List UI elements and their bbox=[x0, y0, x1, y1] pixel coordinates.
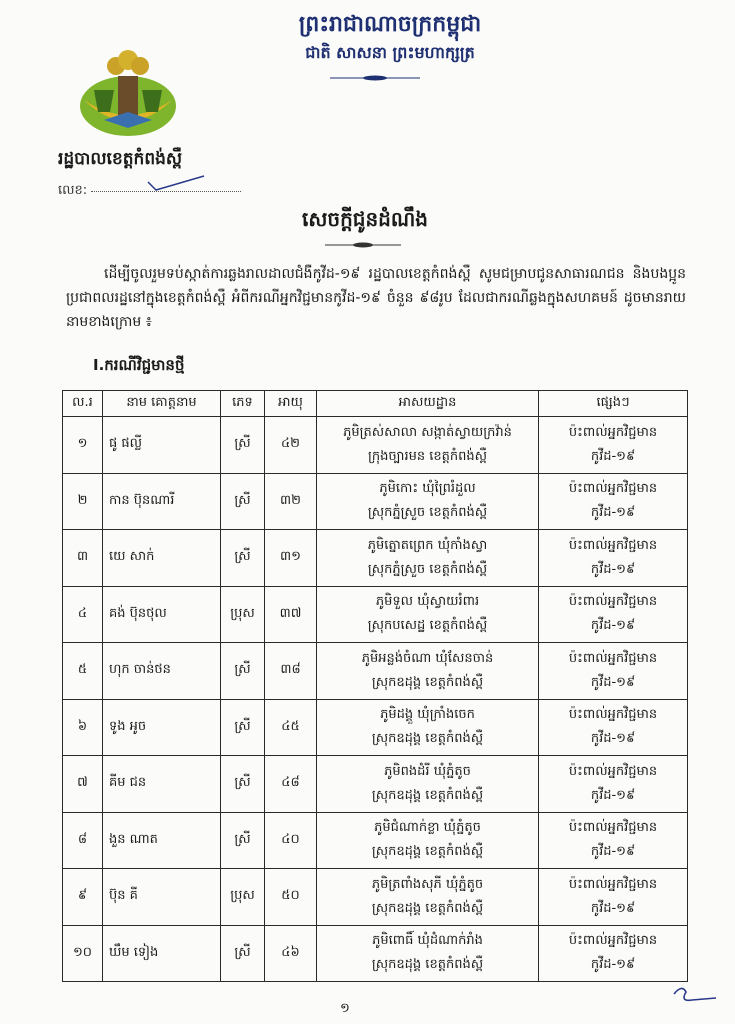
column-header-other: ផ្សេងៗ bbox=[539, 391, 688, 417]
person-address bbox=[317, 530, 539, 587]
note-disease-line: កូវីដ-១៩ bbox=[590, 787, 636, 803]
person-age: ៣៨ bbox=[265, 643, 317, 700]
initial-mark-icon bbox=[670, 982, 720, 1004]
person-note bbox=[539, 643, 688, 700]
row-number: ៥ bbox=[63, 643, 103, 700]
page-number: ១ bbox=[340, 1001, 350, 1016]
person-name: ប៊ុន គី bbox=[103, 869, 221, 926]
note-disease-line: កូវីដ-១៩ bbox=[590, 505, 636, 521]
person-note bbox=[539, 812, 688, 869]
person-name: ផូ ផល្លី bbox=[103, 417, 221, 474]
row-number: ៦ bbox=[63, 699, 103, 756]
person-name: ឃឹម ទៀង bbox=[103, 925, 221, 982]
person-name: ហុក ចាន់ថន bbox=[103, 643, 221, 700]
reference-label: លេខ: bbox=[58, 183, 88, 198]
address-district-line: ស្រុកឧដុង្គ ខេត្តកំពង់ស្ពឺ bbox=[371, 957, 484, 973]
table-row bbox=[63, 473, 688, 530]
title-ornament-icon bbox=[325, 241, 401, 249]
national-motto: ជាតិ សាសនា ព្រះមហាក្សត្រ bbox=[305, 43, 475, 62]
person-note bbox=[539, 925, 688, 982]
note-contact-line: ប៉ះពាល់អ្នកវិជ្ជមាន bbox=[568, 650, 658, 666]
person-address bbox=[317, 586, 539, 643]
column-header-name: នាម គោត្តនាម bbox=[103, 391, 221, 417]
person-name: គង់ ប៊ុនថុល bbox=[103, 586, 221, 643]
row-number: ១០ bbox=[63, 925, 103, 982]
note-disease-line: កូវីដ-១៩ bbox=[590, 731, 636, 747]
address-district-line: ស្រុកឧដុង្គ ខេត្តកំពង់ស្ពឺ bbox=[371, 844, 484, 860]
person-age: ៤២ bbox=[265, 417, 317, 474]
section-title: I.ករណីវិជ្ជមានថ្មី bbox=[93, 356, 185, 374]
person-sex: ស្រី bbox=[221, 643, 265, 700]
table-row bbox=[63, 699, 688, 756]
row-number: ២ bbox=[63, 473, 103, 530]
person-age: ៤៦ bbox=[265, 925, 317, 982]
document-title: សេចក្តីជូនដំណឹង bbox=[302, 207, 428, 231]
person-age: ៥០ bbox=[265, 869, 317, 926]
column-header-number: ល.រ bbox=[63, 391, 103, 417]
note-contact-line: ប៉ះពាល់អ្នកវិជ្ជមាន bbox=[568, 537, 658, 553]
note-contact-line: ប៉ះពាល់អ្នកវិជ្ជមាន bbox=[568, 933, 658, 949]
note-contact-line: ប៉ះពាល់អ្នកវិជ្ជមាន bbox=[568, 876, 658, 892]
person-sex: ស្រី bbox=[221, 925, 265, 982]
note-disease-line: កូវីដ-១៩ bbox=[590, 448, 636, 464]
cases-table bbox=[62, 390, 688, 982]
person-sex: ស្រី bbox=[221, 812, 265, 869]
address-district-line: ស្រុកឧដុង្គ ខេត្តកំពង់ស្ពឺ bbox=[371, 787, 484, 803]
person-sex: ប្រុស bbox=[221, 586, 265, 643]
note-disease-line: កូវីដ-១៩ bbox=[590, 674, 636, 690]
person-address bbox=[317, 643, 539, 700]
table-row bbox=[63, 643, 688, 700]
note-disease-line: កូវីដ-១៩ bbox=[590, 618, 636, 634]
person-age: ៣១ bbox=[265, 530, 317, 587]
person-address bbox=[317, 925, 539, 982]
person-name: ងួន ណាត bbox=[103, 812, 221, 869]
person-age: ៤៥ bbox=[265, 699, 317, 756]
note-disease-line: កូវីដ-១៩ bbox=[590, 844, 636, 860]
person-age: ៣៧ bbox=[265, 586, 317, 643]
person-note bbox=[539, 756, 688, 813]
reference-number bbox=[58, 182, 241, 201]
person-sex: ស្រី bbox=[221, 530, 265, 587]
address-village-line: ភូមិពោធិ៍ ឃុំដំណាក់រាំង bbox=[372, 933, 483, 949]
address-district-line: ស្រុកភ្នំស្រួច ខេត្តកំពង់ស្ពឺ bbox=[367, 505, 488, 521]
person-address bbox=[317, 699, 539, 756]
address-village-line: ភូមិត្រស់សាលា សង្កាត់ស្វាយក្រវ៉ាន់ bbox=[343, 424, 512, 440]
person-age: ៤០ bbox=[265, 812, 317, 869]
provincial-emblem-icon bbox=[74, 50, 182, 142]
column-header-sex: ភេទ bbox=[221, 391, 265, 417]
person-sex: ស្រី bbox=[221, 473, 265, 530]
row-number: ៣ bbox=[63, 530, 103, 587]
note-contact-line: ប៉ះពាល់អ្នកវិជ្ជមាន bbox=[568, 481, 658, 497]
person-age: ៣២ bbox=[265, 473, 317, 530]
row-number: ៧ bbox=[63, 756, 103, 813]
address-village-line: ភូមិជំណាក់ខ្លា ឃុំភ្នំតូច bbox=[374, 820, 481, 836]
row-number: ៤ bbox=[63, 586, 103, 643]
address-village-line: ភូមិត្រពាំងសុភី ឃុំភ្នំតូច bbox=[371, 876, 484, 892]
person-name: យេ សាក់ bbox=[103, 530, 221, 587]
person-address bbox=[317, 812, 539, 869]
person-sex: ស្រី bbox=[221, 417, 265, 474]
ornament-divider-icon bbox=[330, 74, 420, 82]
row-number: ១ bbox=[63, 417, 103, 474]
person-name: កាន ប៊ុនណារី bbox=[103, 473, 221, 530]
table-row bbox=[63, 812, 688, 869]
note-contact-line: ប៉ះពាល់អ្នកវិជ្ជមាន bbox=[568, 707, 658, 723]
person-note bbox=[539, 586, 688, 643]
row-number: ៩ bbox=[63, 869, 103, 926]
handwritten-tick-icon bbox=[146, 174, 206, 192]
person-note bbox=[539, 699, 688, 756]
note-contact-line: ប៉ះពាល់អ្នកវិជ្ជមាន bbox=[568, 594, 658, 610]
table-row bbox=[63, 586, 688, 643]
table-row bbox=[63, 417, 688, 474]
person-sex: ស្រី bbox=[221, 756, 265, 813]
person-age: ៤៨ bbox=[265, 756, 317, 813]
address-district-line: ស្រុកឧដុង្គ ខេត្តកំពង់ស្ពឺ bbox=[371, 900, 484, 916]
person-note bbox=[539, 417, 688, 474]
person-note bbox=[539, 473, 688, 530]
column-header-age: អាយុ bbox=[265, 391, 317, 417]
address-village-line: ភូមិដង្គួ ឃុំក្រាំងចេក bbox=[380, 707, 475, 723]
note-contact-line: ប៉ះពាល់អ្នកវិជ្ជមាន bbox=[568, 424, 658, 440]
person-name: គីម ជន bbox=[103, 756, 221, 813]
address-village-line: ភូមិត្នោតព្រេក ឃុំកាំងស្វា bbox=[367, 537, 488, 553]
person-address bbox=[317, 756, 539, 813]
address-village-line: ភូមិទួល ឃុំស្វាយរំពារ bbox=[375, 594, 480, 610]
address-district-line: ស្រុកឧដុង្គ ខេត្តកំពង់ស្ពឺ bbox=[371, 731, 484, 747]
person-address bbox=[317, 869, 539, 926]
intro-paragraph: ដើម្បីចូលរួមទប់ស្កាត់ការឆ្លងរាលដាលជំងឺកូវីដ-១៩ រដ្ឋបាលខេត្តកំពង់ស្ពឺ សូមជម្រាបជូនសាធារណជន និងបងប្អូនប្រជាពលរដ្ឋនៅក្នុងខេត្តកំពង់ស្ពឺ អំពីករណីអ្នកវិជ្ជមានកូវីដ-១៩ ចំនួន ៩៨រូប ដែលជាករណីឆ្លងក្នុងសហគមន៍ ដូចមានរាយនាមខាងក្រោម ៖ bbox=[66, 266, 686, 330]
person-name: ទូង អូច bbox=[103, 699, 221, 756]
note-contact-line: ប៉ះពាល់អ្នកវិជ្ជមាន bbox=[568, 820, 658, 836]
table-row bbox=[63, 925, 688, 982]
table-row bbox=[63, 530, 688, 587]
person-note bbox=[539, 869, 688, 926]
column-header-address: អាសយដ្ឋាន bbox=[317, 391, 539, 417]
note-disease-line: កូវីដ-១៩ bbox=[590, 900, 636, 916]
address-district-line: ស្រុកឧដុង្គ ខេត្តកំពង់ស្ពឺ bbox=[371, 674, 484, 690]
table-header-row bbox=[63, 391, 688, 417]
address-village-line: ភូមិកោះ ឃុំព្រៃរំដួល bbox=[379, 481, 476, 497]
note-disease-line: កូវីដ-១៩ bbox=[590, 561, 636, 577]
address-district-line: ក្រុងច្បារមន ខេត្តកំពង់ស្ពឺ bbox=[368, 448, 487, 464]
address-district-line: ស្រុកបសេដ្ឋ ខេត្តកំពង់ស្ពឺ bbox=[367, 618, 488, 634]
address-village-line: ភូមិពងដំរី ឃុំភ្នំតូច bbox=[384, 763, 471, 779]
person-address bbox=[317, 417, 539, 474]
address-district-line: ស្រុកភ្នំស្រួច ខេត្តកំពង់ស្ពឺ bbox=[367, 561, 488, 577]
admin-name: រដ្ឋបាលខេត្តកំពង់ស្ពឺ bbox=[58, 149, 183, 169]
address-village-line: ភូមិអន្លង់ចំណា ឃុំសែនចាន់ bbox=[361, 650, 494, 666]
row-number: ៨ bbox=[63, 812, 103, 869]
person-address bbox=[317, 473, 539, 530]
note-disease-line: កូវីដ-១៩ bbox=[590, 957, 636, 973]
table-row bbox=[63, 756, 688, 813]
kingdom-title: ព្រះរាជាណាចក្រកម្ពុជា bbox=[298, 12, 482, 37]
person-sex: ប្រុស bbox=[221, 869, 265, 926]
note-contact-line: ប៉ះពាល់អ្នកវិជ្ជមាន bbox=[568, 763, 658, 779]
person-note bbox=[539, 530, 688, 587]
table-row bbox=[63, 869, 688, 926]
person-sex: ស្រី bbox=[221, 699, 265, 756]
